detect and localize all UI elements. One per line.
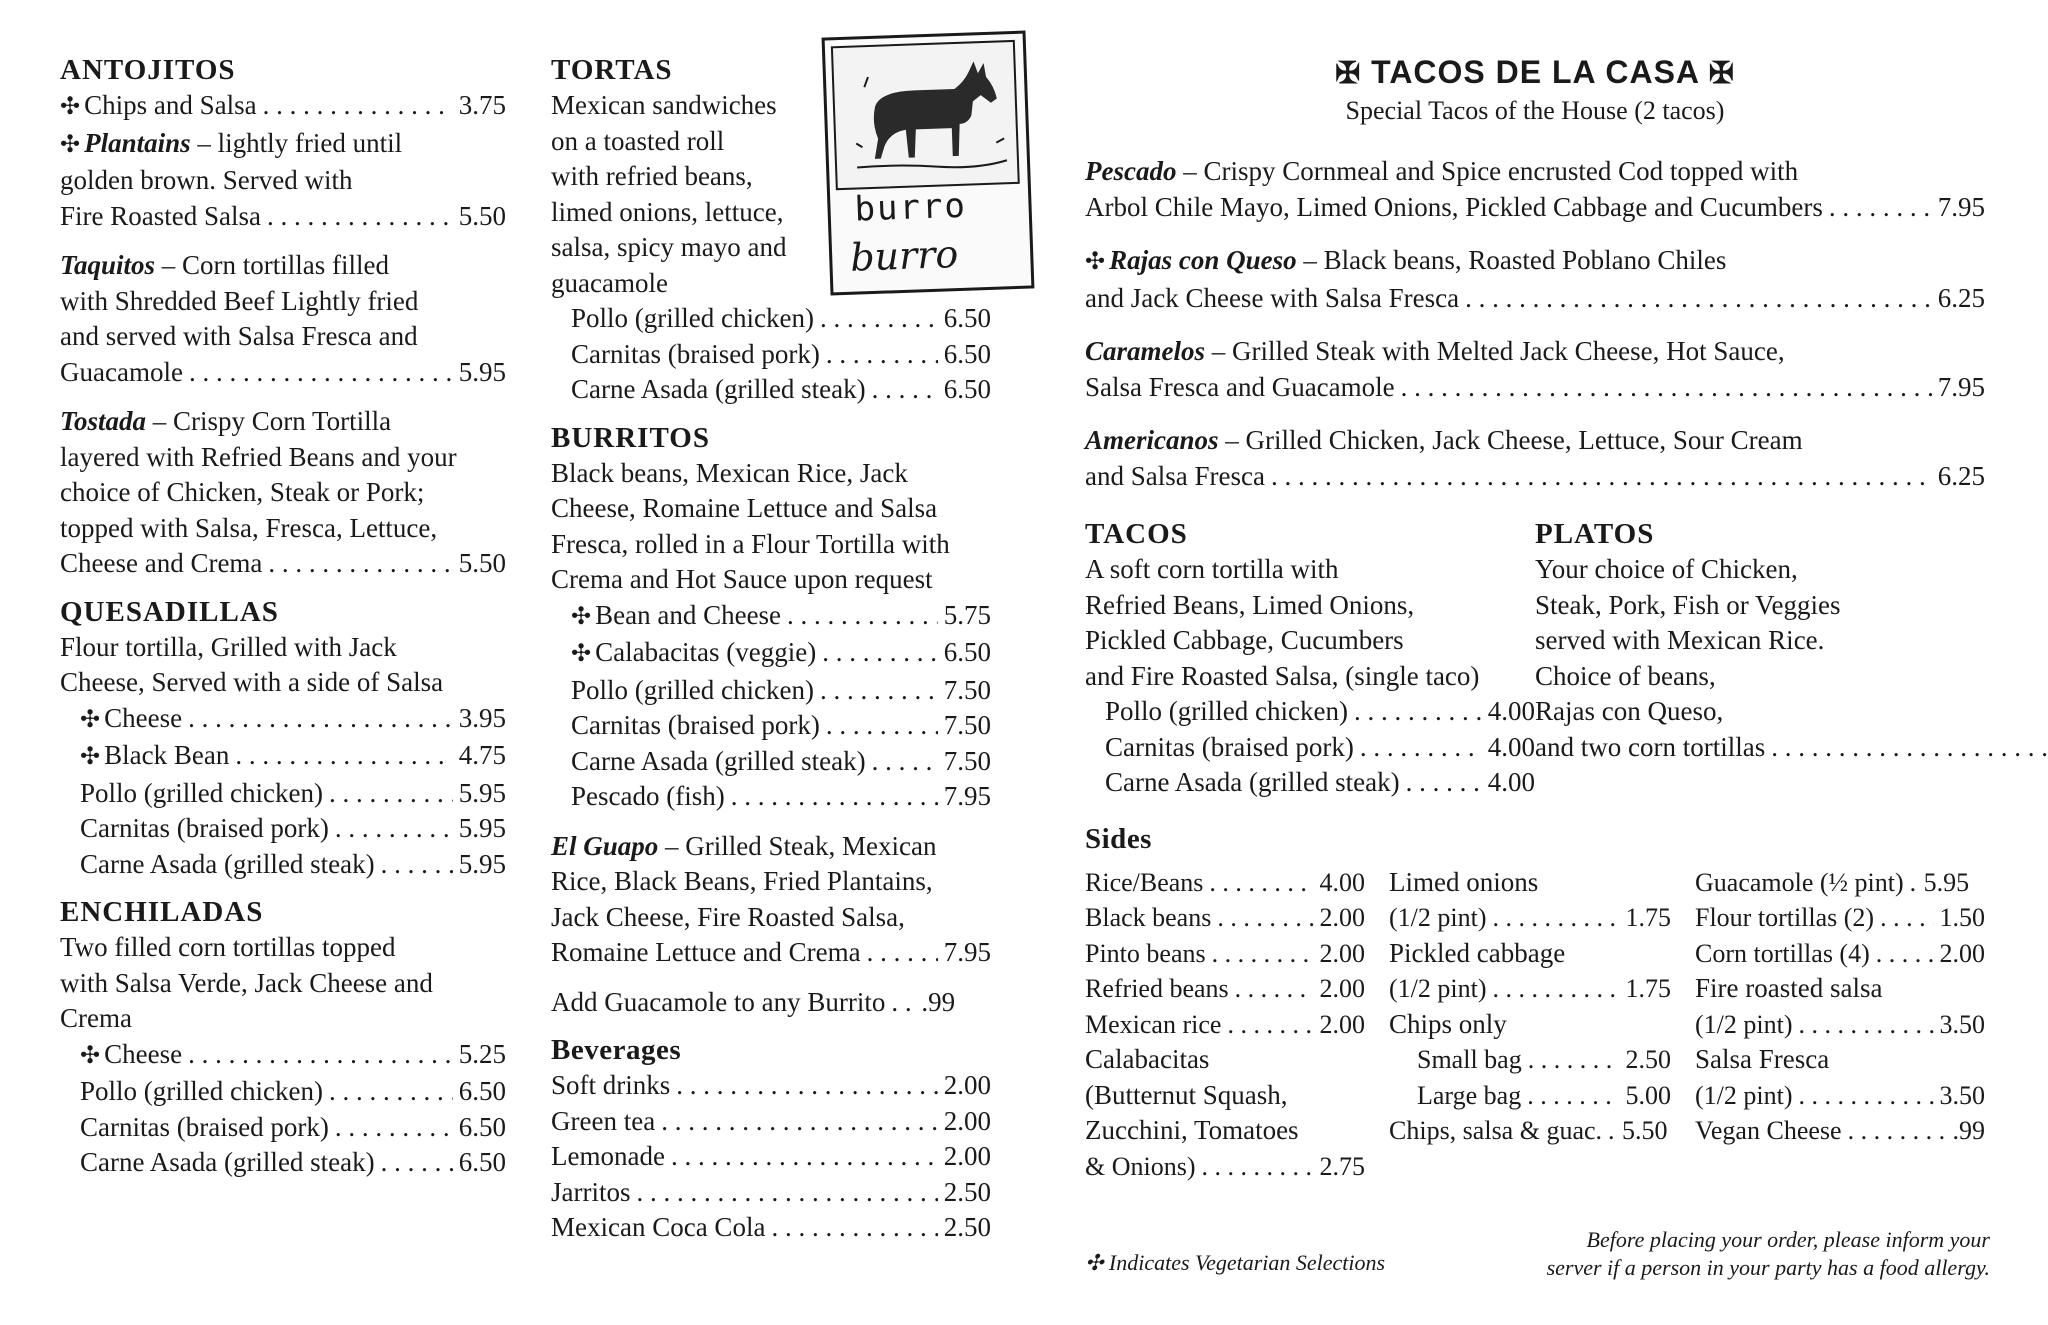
side-item: Vegan Cheese . . . .99 [1695,1113,1985,1149]
vegetarian-icon: ✣ [571,603,592,630]
menu-column-2: TORTAS Mexican sandwiches on a toasted roll with refried beans, limed onions, lettuce, salsa, spicy mayo and guacamole Pollo (grilled chicken) . . . 6.50 Carnitas (braised pork) . . . 6.50 Carne Asada (grilled steak) . . . 6.50 BURRITOS Black beans, Mexican Rice, Jack Cheese, Romaine Lettuce and Salsa Fresca, rolled in a Flour Tortilla with Crema and Hot Sauce upon request ✣ Bean and Cheese . . . 5.75 ✣ Calabacitas (veggie) . . . 6.50 Pollo (grilled chicken) . . . 7.50 Carnitas (braised pork) . . . 7.50 Carne Asada (grilled steak) . . . 7.50 Pescado (fish) . . . 7.95 El Guapo – Grilled Steak, Mexican Rice, Black Beans, Fried Plantains, Jack Cheese, Fire Roasted Salsa, Romaine Lettuce and Crema . . . 7.95 Add Guacamole to any Burrito . . . .99 Beverages Soft drinks . . . 2.00 Green tea . . . 2.00 Lemonade . . . 2.00 Jarritos . . . 2.50 Mexican Coca Cola . . . 2.50 [551,52,991,1246]
menu-item-torta: Carne Asada (grilled steak) . . . 6.50 [551,372,991,408]
menu-item-burrito: Carnitas (braised pork) . . . 7.50 [551,708,991,744]
sides-grid [1085,865,1985,1185]
menu-item-beverage: Jarritos . . . 2.50 [551,1175,991,1211]
side-item: Rice/Beans . . . 4.00 [1085,865,1365,901]
menu-item-chips: ✣ Chips and Salsa . . . 3.75 [60,88,506,126]
menu-item-add-guacamole: Add Guacamole to any Burrito . . . .99 [551,985,991,1021]
vegetarian-icon: ✣ [1085,249,1106,275]
menu-item-pescado: Pescado – Crispy Cornmeal and Spice encrusted Cod topped with Arbol Chile Mayo, Limed Onions, Pickled Cabbage and Cucumbers . . . 7.95 [1085,154,1985,225]
menu-item-americanos: Americanos – Grilled Chicken, Jack Cheese, Lettuce, Sour Cream and Salsa Fresca . . . 6.25 [1085,423,1985,494]
menu-item-taco: Pollo (grilled chicken) . . . 4.00 [1085,694,1535,730]
vegetarian-note: ✣ Indicates Vegetarian Selections [1085,1250,1386,1275]
logo-text-lower: burro [849,232,959,280]
side-item: Pinto beans . . . 2.00 [1085,936,1365,972]
price: 3.75 [458,90,506,120]
section-title-antojitos: ANTOJITOS [60,54,236,86]
section-title-tacos: TACOS [1085,518,1188,550]
side-item: Refried beans . . . 2.00 [1085,971,1365,1007]
menu-item-beverage: Lemonade . . . 2.00 [551,1139,991,1175]
menu-item-tostada: Tostada – Crispy Corn Tortilla layered with Refried Beans and your choice of Chicken, Steak or Pork; topped with Salsa, Fresca, Lettuce, Cheese and Crema . . . 5.50 [60,404,506,582]
side-item: & Onions) . . . 2.75 [1085,1149,1365,1185]
menu-item-beverage: Green tea . . . 2.00 [551,1104,991,1140]
side-item: Chips, salsa & guac. . . . 5.50 [1389,1113,1671,1149]
menu-item-burrito: Pescado (fish) . . . 7.95 [551,779,991,815]
menu-item-beverage: Mexican Coca Cola . . . 2.50 [551,1210,991,1246]
menu-item-torta: Carnitas (braised pork) . . . 6.50 [551,337,991,373]
tacos-section: TACOS A soft corn tortilla with Refried Beans, Limed Onions, Pickled Cabbage, Cucumbers and Fire Roasted Salsa, (single taco) Pollo (grilled chicken) . . . 4.00 Carnitas (braised pork) . . . 4.00 Carne Asada (grilled steak) . . . 4.00 [1085,516,1535,801]
menu-item-quesadilla: Pollo (grilled chicken) . . . 5.95 [60,776,506,812]
price: 5.50 [458,200,506,231]
section-title-beverages: Beverages [551,1034,682,1066]
price: 5.50 [458,548,506,578]
side-item: Flour tortillas (2) . . . 1.50 [1695,900,1985,936]
allergy-note: Before placing your order, please inform your server if a person in your party has a food allergy. [1546,1227,1990,1280]
side-item: Large bag . . . 5.00 [1389,1078,1671,1114]
menu-item-quesadilla: ✣ Cheese . . . 3.95 [60,701,506,739]
section-title-platos: PLATOS [1535,518,1655,550]
section-title-tortas: TORTAS [551,54,673,86]
side-item: Mexican rice . . . 2.00 [1085,1007,1365,1043]
vegetarian-icon: ✣ [60,94,81,120]
vegetarian-icon: ✣ [80,706,101,733]
side-item: Black beans . . . 2.00 [1085,900,1365,936]
side-item: (1/2 pint) . . . 3.50 [1695,1007,1985,1043]
side-item: (1/2 pint) . . . 3.50 [1695,1078,1985,1114]
menu-item-beverage: Soft drinks . . . 2.00 [551,1068,991,1104]
sides-column: Rice/Beans . . . 4.00 Black beans . . . 2.00 Pinto beans . . . 2.00 Refried beans . . . 2.00 Mexican rice . . . 2.00 Calabacitas (Butternut Squash, Zucchini, Tomatoes & Onions) . . . 2.75 [1085,865,1365,1185]
section-subtitle: Special Tacos of the House (2 tacos) [1345,96,1725,125]
menu-item-rajas-con-queso: ✣ Rajas con Queso – Black beans, Roasted Poblano Chiles and Jack Cheese with Salsa Fresca . . . 6.25 [1085,243,1985,316]
menu-item-quesadilla: ✣ Black Bean . . . 4.75 [60,738,506,776]
price: 7.95 [943,937,991,967]
cross-icon: ✠ [1708,57,1735,90]
menu-item-taco: Carnitas (braised pork) . . . 4.00 [1085,730,1535,766]
section-title-enchiladas: ENCHILADAS [60,896,264,928]
vegetarian-icon: ✣ [571,641,592,667]
menu-item-plantains: ✣ Plantains – lightly fried until golden brown. Served with Fire Roasted Salsa . . . 5.50 [60,126,506,235]
menu-item-enchilada: Pollo (grilled chicken) . . . 6.50 [60,1074,506,1110]
menu-item-taquitos: Taquitos – Corn tortillas filled with Shredded Beef Lightly fried and served with Salsa Fresca and Guacamole . . . 5.95 [60,248,506,390]
section-title-quesadillas: QUESADILLAS [60,595,279,628]
vegetarian-icon: ✣ [60,131,81,158]
menu-item-enchilada: Carne Asada (grilled steak) . . . 6.50 [60,1145,506,1181]
cross-icon: ✠ [1335,57,1362,90]
menu-item-enchilada: ✣ Cheese . . . 5.25 [60,1037,506,1075]
section-title-sides: Sides [1085,822,1152,855]
logo-text-upper: burro [853,185,968,230]
menu-item-quesadilla: Carne Asada (grilled steak) . . . 5.95 [60,847,506,883]
platos-section: PLATOS Your choice of Chicken, Steak, Pork, Fish or Veggies served with Mexican Rice. Choice of beans, Rajas con Queso, and two corn tortillas . . . [1535,516,2048,801]
side-item: (1/2 pint) . . . 1.75 [1389,971,1671,1007]
section-title-burritos: BURRITOS [551,421,710,454]
side-item: Corn tortillas (4) . . . 2.00 [1695,936,1985,972]
side-item: Small bag . . . 2.50 [1389,1042,1671,1078]
price: 5.95 [458,356,506,387]
menu-item-el-guapo: El Guapo – Grilled Steak, Mexican Rice, Black Beans, Fried Plantains, Jack Cheese, Fire Roasted Salsa, Romaine Lettuce and Crema . . . 7.95 [551,829,991,971]
sides-column: Guacamole (½ pint) . . . 5.95 Flour tortillas (2) . . . 1.50 Corn tortillas (4) . . . 2.00 Fire roasted salsa (1/2 pint) . . . 3.50 Salsa Fresca (1/2 pint) . . . 3.50 Vegan Cheese . . . .99 [1695,865,1985,1185]
menu-item-enchilada: Carnitas (braised pork) . . . 6.50 [60,1110,506,1146]
menu-column-1: ANTOJITOS ✣ Chips and Salsa . . . 3.75 ✣ Plantains – lightly fried until golden brown. Served with Fire Roasted Salsa . . . 5.50 Taquitos – Corn tortillas filled with Shredded Beef Lightly fried and served with Salsa Fresca and Guacamole . . . 5.95 Tostada – Crispy Corn Tortilla layered with Refried Beans and your choice of Chicken, Steak or Pork; topped with Salsa, Fresca, Lettuce, Cheese and Crema . . . 5.50 QUESADILLAS Flour tortilla, Grilled with Jack Cheese, Served with a side of Salsa ✣ Cheese . . . 3.95 ✣ Black Bean . . . 4.75 Pollo (grilled chicken) . . . 5.95 Carnitas (braised pork) . . . 5.95 Carne Asada (grilled steak) . . . 5.95 ENCHILADAS Two filled corn tortillas topped with Salsa Verde, Jack Cheese and Crema ✣ Cheese . . . 5.25 Pollo (grilled chicken) . . . 6.50 Carnitas (braised pork) . . . 6.50 Carne Asada (grilled steak) . . . 6.50 [60,52,506,1181]
sides-column: Limed onions (1/2 pint) . . . 1.75 Pickled cabbage (1/2 pint) . . . 1.75 Chips only Small bag . . . 2.50 Large bag . . . 5.00 Chips, salsa & guac. . . . 5.50 [1389,865,1671,1185]
section-title-tacos-de-la-casa: ✠ TACOS DE LA CASA ✠ [1335,54,1735,90]
tacos-platos-row [1085,516,1985,801]
side-item: Guacamole (½ pint) . . . 5.95 [1695,865,1985,901]
menu-item-taco: Carne Asada (grilled steak) . . . 4.00 [1085,765,1535,801]
side-item: (1/2 pint) . . . 1.75 [1389,900,1671,936]
vegetarian-icon: ✣ [80,744,101,770]
menu-item-burrito: Pollo (grilled chicken) . . . 7.50 [551,673,991,709]
menu-item-burrito: ✣ Calabacitas (veggie) . . . 6.50 [551,635,991,673]
menu-item-torta: Pollo (grilled chicken) . . . 6.50 [551,301,991,337]
menu-column-3 [1085,52,1985,1184]
menu-item-burrito: Carne Asada (grilled steak) . . . 7.50 [551,744,991,780]
menu-item-quesadilla: Carnitas (braised pork) . . . 5.95 [60,811,506,847]
menu-item-burrito: ✣ Bean and Cheese . . . 5.75 [551,598,991,636]
menu-item-caramelos: Caramelos – Grilled Steak with Melted Jack Cheese, Hot Sauce, Salsa Fresca and Guacamole . . . 7.95 [1085,334,1985,405]
vegetarian-icon: ✣ [80,1042,101,1069]
